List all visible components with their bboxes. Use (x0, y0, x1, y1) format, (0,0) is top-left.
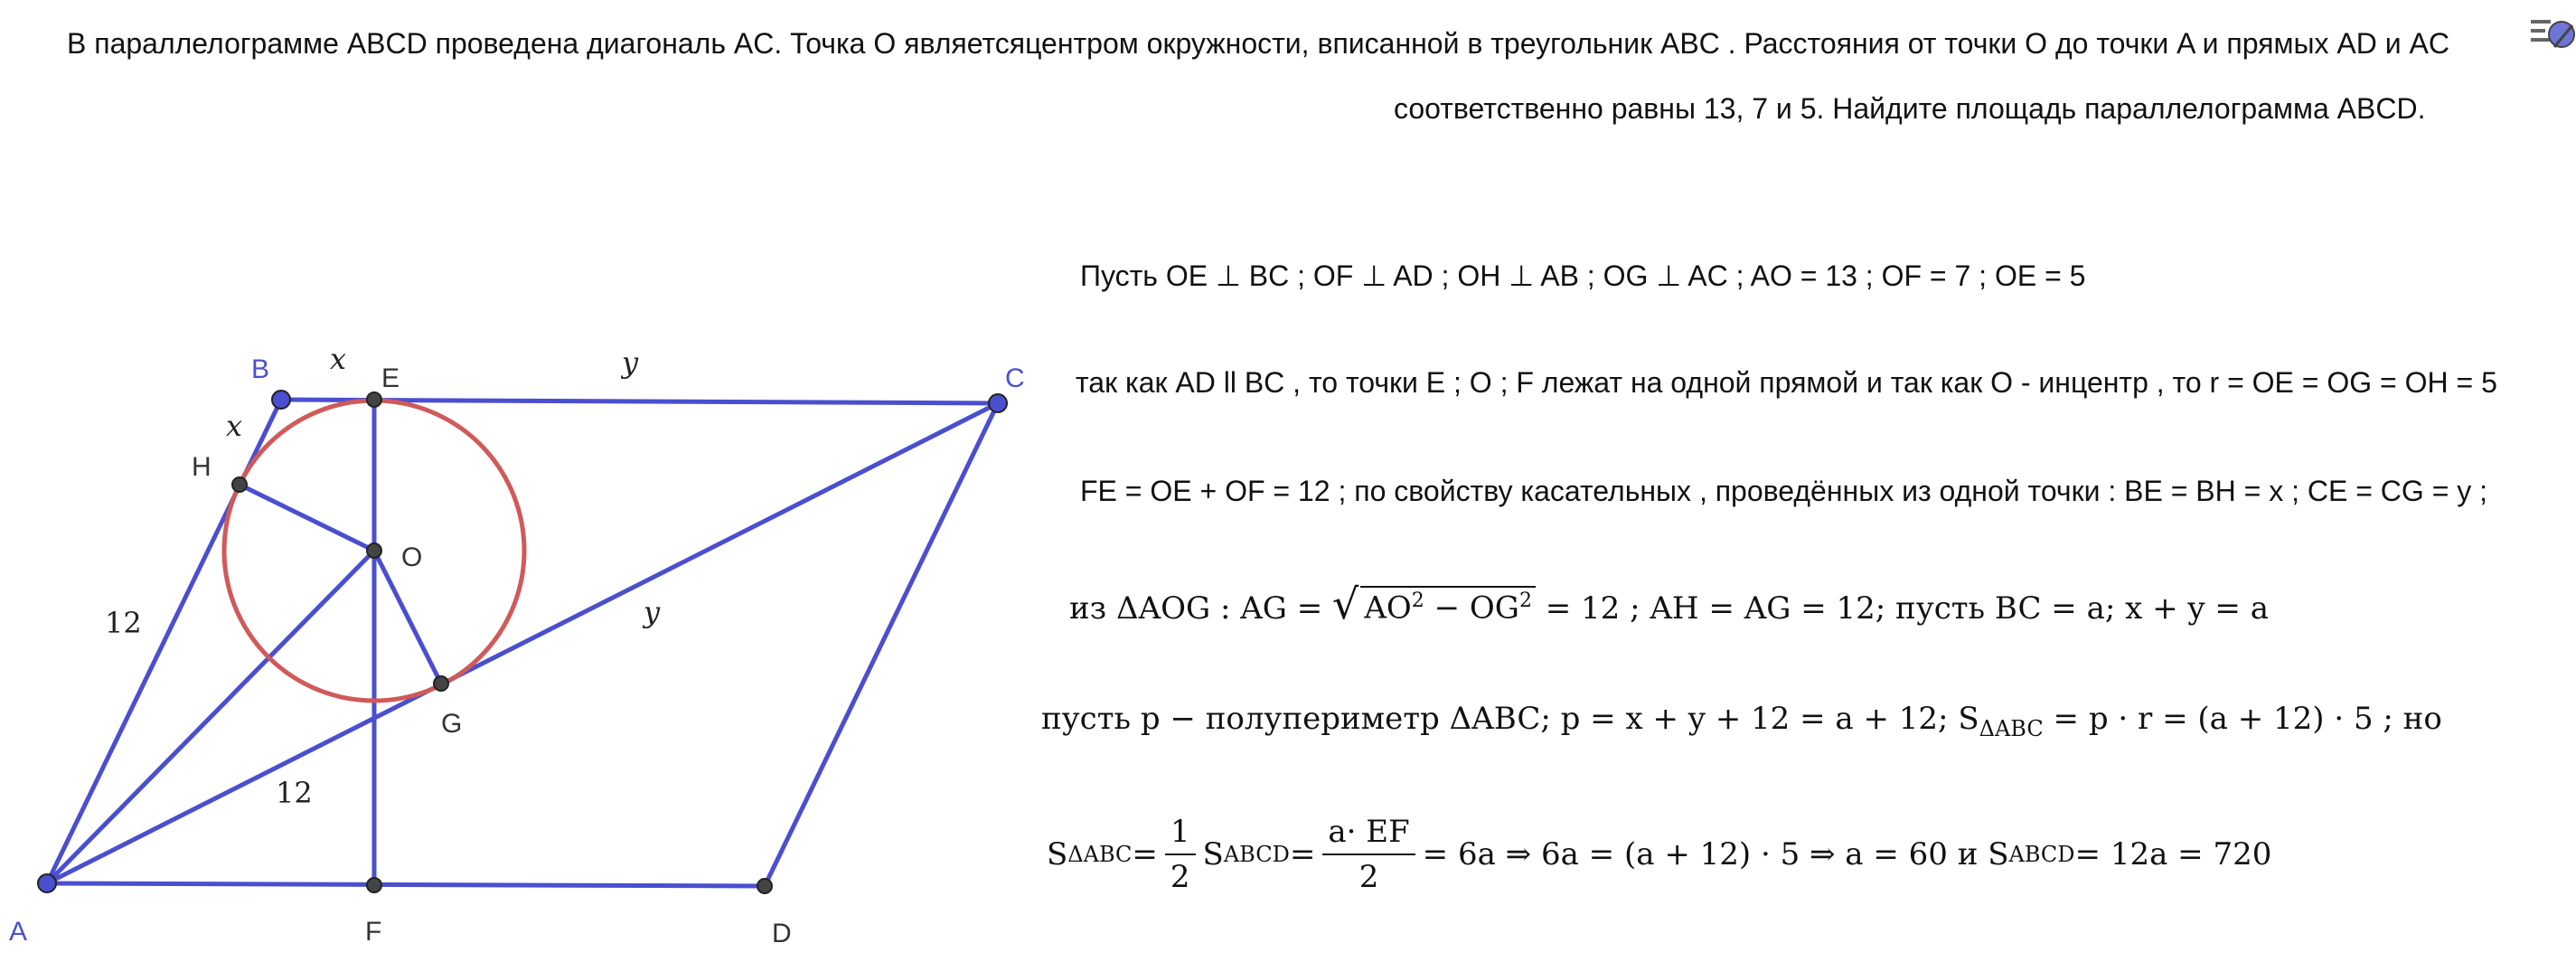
segment-oh (240, 485, 374, 551)
solution-line-4 (1069, 580, 2269, 628)
graphics-style-icon[interactable] (2527, 7, 2576, 56)
point-c-marker (989, 394, 1007, 412)
solution-line-2: так как AD ll BC , то точки E ; O ; F лежат на одной прямой и так как O - инцентр , то r = OE = OG = OH = 5 (1076, 366, 2497, 399)
area-subscript-abc: ΔABC (1067, 842, 1133, 867)
line6-tail2: = 12a = 720 (2074, 836, 2272, 872)
segment-ad (47, 883, 765, 886)
area-subscript-abcd: ABCD (1223, 842, 1290, 867)
square-exponent-1: 2 (1411, 589, 1424, 612)
label-d: D (772, 919, 792, 948)
segment-ao (47, 551, 374, 883)
label-a: A (9, 917, 28, 947)
problem-text-line-1: В параллелограмме ABCD проведена диагональ AC. Точка O являетсяцентром окружности, вписанной в треугольник ABC . Расстояния от точки O до точки A и прямых AD и AC (67, 27, 2449, 60)
solution-line-6 (1047, 814, 2271, 895)
line5-part1: пусть p − полупериметр ΔABC; p = x + y + 12 = a + 12; S (1041, 701, 1979, 737)
sqrt-expression (1332, 580, 1536, 628)
square-exponent-2: 2 (1518, 589, 1532, 612)
fraction-one-half: $\frac{1}{2}$ (1165, 814, 1196, 895)
length-label-cg: y (644, 595, 661, 629)
point-b-marker (272, 391, 290, 409)
line4-prefix: из ΔAOG : AG = (1069, 590, 1333, 627)
area-symbol: S (1047, 836, 1068, 872)
label-e: E (381, 363, 400, 393)
label-g: G (441, 709, 463, 739)
equals-1: = (1132, 836, 1158, 872)
length-label-ag: 12 (276, 776, 313, 810)
length-label-be: x (330, 342, 347, 376)
label-o: O (401, 542, 423, 572)
label-c: C (1005, 363, 1025, 393)
solution-line-5 (1041, 701, 2442, 741)
point-d-marker (757, 879, 772, 893)
diagonal-ac (47, 403, 998, 883)
length-label-bh: x (226, 409, 243, 443)
equals-2: = (1289, 836, 1316, 872)
segment-cd (765, 403, 998, 886)
problem-text-line-2: соответственно равны 13, 7 и 5. Найдите площадь параллелограмма ABCD. (1394, 92, 2426, 125)
radical-sign-icon: √ (1332, 580, 1359, 628)
point-f-marker (367, 878, 381, 892)
area-subscript-abcd-2: ABCD (2008, 842, 2075, 867)
point-a-marker (38, 874, 56, 892)
line5-part2: = p · r = (a + 12) · 5 ; но (2043, 701, 2442, 737)
sqrt-term-ao: AO (1364, 589, 1412, 627)
sqrt-term-og: − OG (1424, 589, 1519, 627)
parallelogram-diagram (0, 325, 1048, 962)
solution-line-3: FE = OE + OF = 12 ; по свойству касательных , проведённых из одной точки : BE = BH = x ; CE = CG = y ; (1080, 475, 2488, 507)
point-h-marker (232, 477, 247, 492)
point-e-marker (367, 392, 381, 407)
area-symbol-2: S (1202, 836, 1224, 872)
fraction-a-ef-over-2: $\frac{a\cdot EF}{2}$ (1322, 814, 1415, 895)
point-o-marker (367, 543, 381, 558)
length-label-ah: 12 (105, 606, 142, 640)
label-f: F (365, 917, 382, 947)
line4-rest: = 12 ; AH = AG = 12; пусть BC = a; x + y = a (1545, 590, 2269, 627)
solution-line-1: Пусть OE ⊥ BC ; OF ⊥ AD ; OH ⊥ AB ; OG ⊥ AC ; AO = 13 ; OF = 7 ; OE = 5 (1080, 259, 2086, 292)
line5-subscript: ΔABC (1979, 715, 2044, 741)
point-g-marker (434, 676, 448, 691)
length-label-ec: y (622, 345, 639, 380)
line6-tail1: = 6a ⇒ 6a = (a + 12) · 5 ⇒ a = 60 и S (1422, 836, 2009, 872)
label-h: H (192, 452, 212, 482)
label-b: B (251, 354, 270, 384)
